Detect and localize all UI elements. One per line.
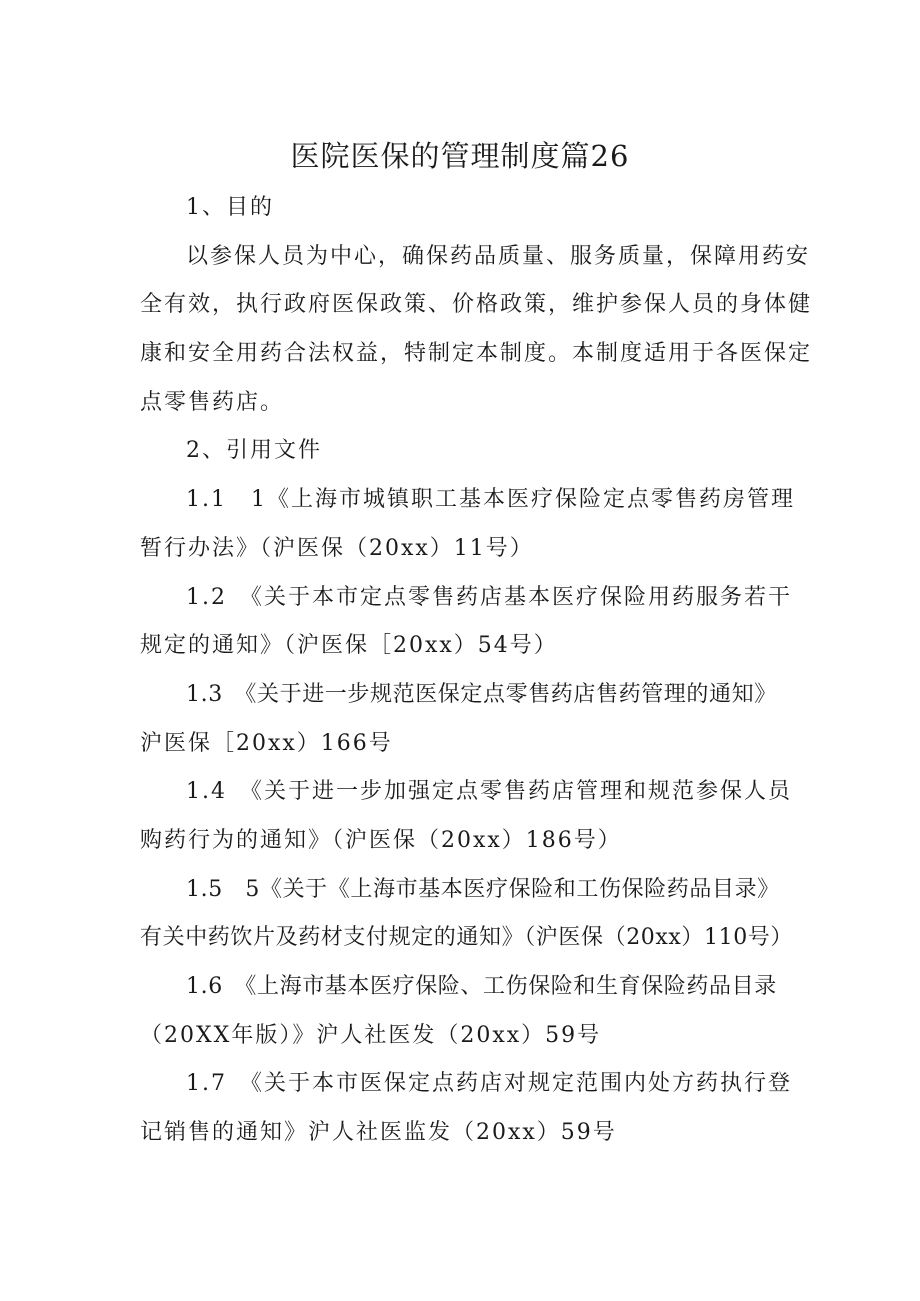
- paragraph-line: 康和安全用药合法权益，特制定本制度。本制度适用于各医保定: [140, 341, 813, 367]
- paragraph-line: 全有效，执行政府医保政策、价格政策，维护参保人员的身体健: [140, 292, 813, 318]
- reference-line: 1.3 《关于进一步规范医保定点零售药店售药管理的通知》: [186, 681, 777, 707]
- paragraph-line: 点零售药店。: [140, 389, 285, 415]
- document-body: [140, 184, 813, 1158]
- reference-line: 沪医保［20xx）166号: [140, 730, 393, 756]
- reference-line: 规定的通知》（沪医保［20xx）54号）: [140, 633, 558, 659]
- section-heading-references: 2、引用文件: [186, 438, 322, 464]
- reference-line: 1.6 《上海市基本医疗保险、工伤保险和生育保险药品目录: [186, 974, 777, 999]
- reference-line: 1.5 5《关于《上海市基本医疗保险和工伤保险药品目录》: [186, 876, 780, 902]
- reference-line: 1.7 《关于本市医保定点药店对规定范围内处方药执行登: [186, 1071, 792, 1097]
- reference-line: 购药行为的通知》（沪医保（20xx）186号）: [140, 827, 622, 853]
- reference-line: 有关中药饮片及药材支付规定的通知》（沪医保（20xx）110号）: [140, 925, 794, 951]
- reference-line: 1.1 1《上海市城镇职工基本医疗保险定点零售药房管理: [186, 487, 795, 513]
- reference-line: （20XX年版）》沪人社医发（20xx）59号: [140, 1022, 602, 1048]
- document-title: 医院医保的管理制度篇26: [290, 139, 630, 173]
- reference-line: 记销售的通知》沪人社医监发（20xx）59号: [140, 1120, 617, 1146]
- reference-line: 暂行办法》（沪医保（20xx）11号）: [140, 535, 534, 561]
- reference-line: 1.4 《关于进一步加强定点零售药店管理和规范参保人员: [186, 779, 792, 805]
- reference-line: 1.2 《关于本市定点零售药店基本医疗保险用药服务若干: [186, 584, 792, 610]
- section-heading-purpose: 1、目的: [186, 195, 274, 220]
- paragraph-line: 以参保人员为中心，确保药品质量、服务质量，保障用药安: [186, 243, 811, 269]
